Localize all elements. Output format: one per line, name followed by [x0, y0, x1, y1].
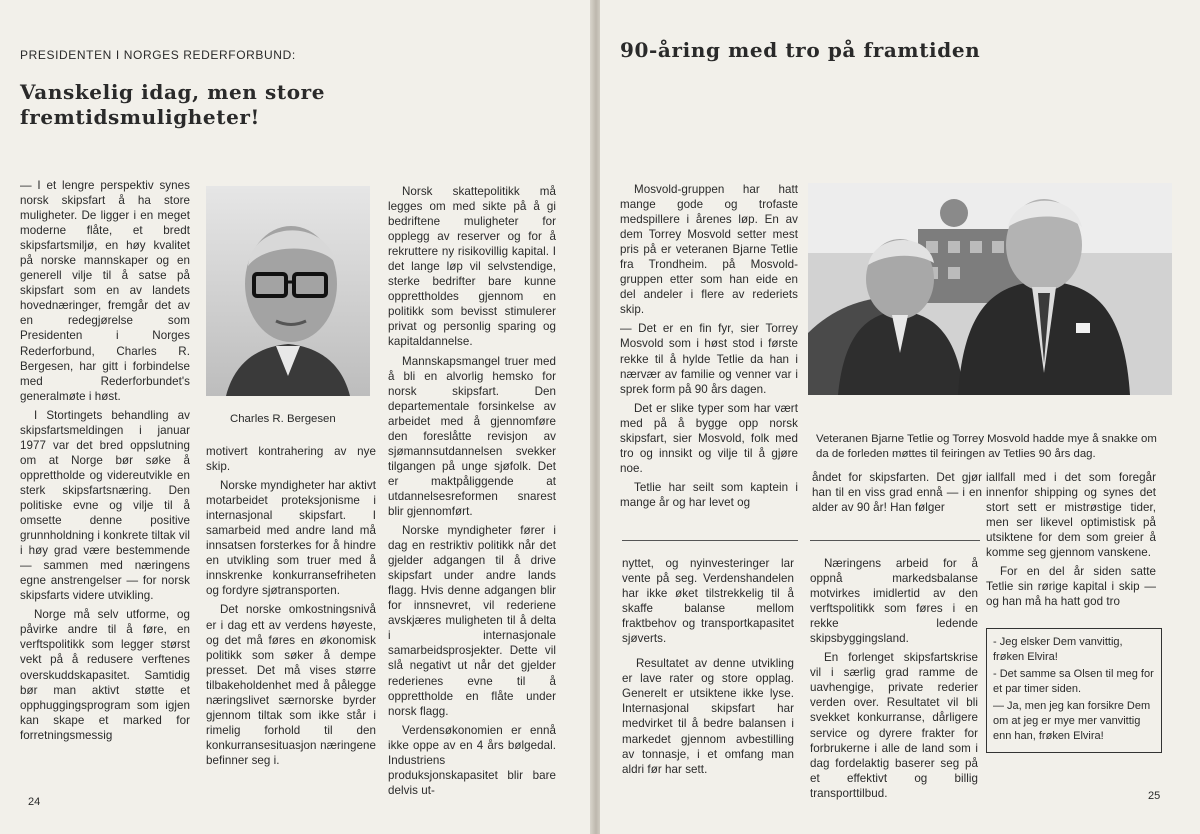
portrait-caption: Charles R. Bergesen — [230, 413, 336, 425]
paragraph: Norsk skattepolitikk må legges om med sikte på å gi bedriftene muligheter for opplegg av reserver og for å rekruttere ny risikovillig kapital. I det lange løp vil selvstendige, sterke bedrifter bare kunne opprettholdes gjennom en politikk som bevisst stimulerer privat og personlig sparing og kapitaldannelse. — [388, 185, 556, 349]
paragraph: Verdensøkonomien er ennå ikke oppe av en 4 års bølgedal. Industriens produksjonskapasitet blir bare delvis ut- — [388, 723, 556, 797]
headline-line-1: Vanskelig idag, men store — [20, 80, 326, 104]
continued-column-1 — [622, 556, 794, 781]
portrait-image — [206, 186, 370, 396]
article-column-2 — [206, 444, 376, 772]
paragraph: — I et lengre perspektiv synes norsk skipsfart å ha store muligheter. De ligger i en meget moderne flåte, et bredt skipsfartsmiljø, en høy kvalitet på norske mannskaper og en generell vilje til å satse på skipsfart som en av landets hovednæringer, fremgår det av en redegjørelse som Presidenten i Norges Rederforbund, Charles R. Bergesen, har gitt i forbindelse med Rederforbundet's generalmøte i høst. — [20, 179, 190, 403]
paragraph: Norske myndigheter har aktivt motarbeidet proteksjonisme i internasjonal skipsfart. I samarbeid med andre land må innsatsen forsterkes for å hindre en utvikling som truer med å innskrenke konkurransefriheten og fordyre sjøtransporten. — [206, 479, 376, 598]
paragraph: Tetlie har seilt som kaptein i mange år og har levet og — [620, 480, 798, 509]
joke-line: — Ja, men jeg kan forsikre Dem om at jeg er mye mer vanvittig enn han, frøken Elvira! — [993, 700, 1151, 742]
paragraph: For en del år siden satte Tetlie sin rørige kapital i skip — og han må ha hatt god tro — [986, 565, 1156, 609]
group-photo — [808, 183, 1172, 395]
paragraph: I Stortingets behandling av skipsfartsmeldingen i januar 1977 var det bred oppslutning om at Norge bør søke å opprettholde og videreutvikle en sterk skipsfartsnæring. Den politiske evne og vilje til å omsette denne positive grunnholdning i konkrete tiltak vil i høy grad være bestemmende — sammen med næringens egne anstrengelser — for norsk skipsfarts videre utvikling. — [20, 408, 190, 603]
kicker: PRESIDENTEN I NORGES REDERFORBUND: — [20, 48, 296, 62]
group-photo-image — [808, 183, 1172, 395]
paragraph: nyttet, og nyinvesteringer lar vente på seg. Verdenshandelen har ikke øket tilstrekkelig til å skaffe balanse mellom fraktbehov og transportkapasitet sjøverts. — [622, 557, 794, 646]
right-page — [600, 0, 1200, 834]
paragraph: Næringens arbeid for å oppnå markedsbalanse motvirkes imidlertid av den verftspolitikk som føres i en rekke ledende skipsbyggingsland. — [810, 557, 978, 646]
article-column-1 — [20, 178, 190, 747]
section-divider — [622, 540, 798, 541]
headline: 90-åring med tro på framtiden — [620, 38, 981, 62]
portrait-photo — [206, 186, 370, 396]
headline-line-2: fremtidsmuligheter! — [20, 105, 260, 129]
paragraph: Norge må selv utforme, og påvirke andre til å føre, en verftspolitikk som legger størst vekt på å redusere verftenes overskuddskapasitet. Samtidig bør man aktivt støtte et opphuggingsprogram som igjen kan skape et marked for forretningsmessig — [20, 608, 190, 742]
paragraph: iallfall med i det som foregår innenfor shipping og synes det stort sett er mistrøstige tider, men ser likevel optimistisk på utsiktene for dem som greier å komme seg gjennom vanskene. — [986, 471, 1156, 560]
tetlie-column-3 — [986, 470, 1156, 613]
photo-caption: Veteranen Bjarne Tetlie og Torrey Mosvold hadde mye å snakke om da de forleden møttes til feiringen av Tetlies 90 års dag. — [816, 433, 1157, 460]
page-number: 25 — [1148, 790, 1161, 802]
paragraph: Det norske omkostningsnivå er i dag ett av verdens høyeste, og det må føres en økonomisk politikk som søker å dempe presset. Det må vises større tilbakeholdenhet med å pålegge næringslivet særnorske byrder gjennom tiltak som ikke står i rimelig forhold til den konkurransesituasjon næringene befinner seg i. — [206, 603, 376, 767]
paragraph: Resultatet av denne utvikling er lave rater og store opplag. Generelt er utsiktene ikke lyse. Internasjonal skipsfart har medvirket til å bedre balansen i markedet gjennom avbestilling av tonnasje, i et omfang man aldri før har sett. — [622, 657, 794, 776]
paragraph: — Det er en fin fyr, sier Torrey Mosvold som i høst stod i første rekke til å hylde Tetlie da han i nærvær av familie og venner var i sprek form på 90 års dagen. — [620, 322, 798, 396]
section-divider — [810, 540, 980, 541]
joke-line: - Jeg elsker Dem vanvittig, frøken Elvira! — [993, 636, 1123, 663]
joke-line: - Det samme sa Olsen til meg for et par timer siden. — [993, 668, 1154, 695]
paragraph: motivert kontrahering av nye skip. — [206, 445, 376, 474]
intro-column — [620, 182, 798, 514]
headline — [20, 80, 400, 130]
paragraph: Mannskapsmangel truer med å bli en alvorlig hemsko for norsk skipsfart. Den departementale forsinkelse av arbeidet med å gjennomføre den foreslåtte revisjon av sjømannsutdannelsen svekker tilgangen på unge sjøfolk. Det er maktpåliggende at utdannelsesreformen snarest blir gjennomført. — [388, 354, 556, 518]
article-column-3 — [388, 184, 556, 802]
continued-column-2 — [810, 556, 978, 805]
left-page — [0, 0, 592, 834]
paragraph: En forlenget skipsfartskrise vil i særlig grad ramme de uavhengige, private rederier verden over. Resultatet vil bli svekket konkurranse, dårligere service og dyrere frakter for forbrukerne i alle de land som i dag fordelaktig baserer seg på et effektivt og billig transporttilbud. — [810, 651, 978, 800]
tetlie-column-2: åndet for skipsfarten. Det gjør han til en viss grad ennå — i en alder av 90 år! Han følger — [812, 471, 982, 515]
paragraph: Mosvold-gruppen har hatt mange gode og trofaste medspillere i årenes løp. En av dem Torrey Mosvold setter mest pris på er veteranen Bjarne Tetlie fra Trondheim. på Mosvold-gruppen etter som han eide en del andeler i flere av rederiets skip. — [620, 183, 798, 317]
joke-box — [986, 628, 1162, 753]
page-number: 24 — [28, 796, 41, 808]
paragraph: Det er slike typer som har vært med på å bygge opp norsk skipsfart, sier Mosvold, folk med tro og innsikt og vilje til å gjøre noe. — [620, 401, 798, 475]
paragraph: Norske myndigheter fører i dag en restriktiv politikk når det gjelder adgangen til å drive skipsfart under andre lands flagg. Hvis denne adgangen blir for innsnevret, vil rederiene avskjæres muligheten til å delta i internasjonale samarbeidsprosjekter. Dette vil slå negativt ut når det gjelder rederienes evne til å opprettholde en flåte under norsk flagg. — [388, 524, 556, 718]
